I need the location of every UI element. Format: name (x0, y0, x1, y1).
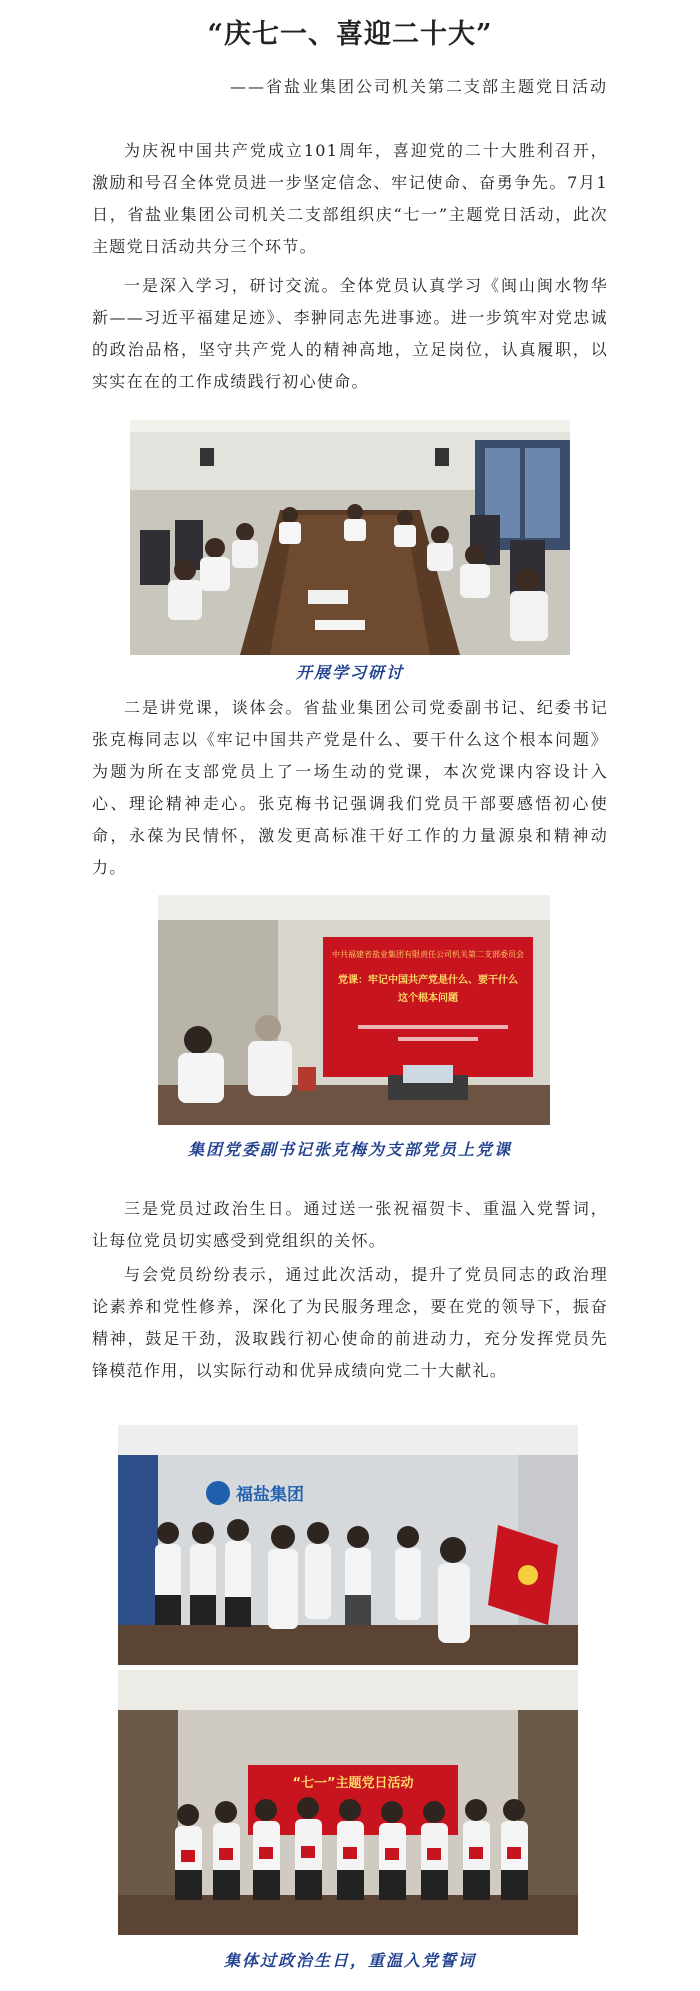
paragraph-intro: 为庆祝中国共产党成立101周年，喜迎党的二十大胜利召开，激励和号召全体党员进一步坚定信念、牢记使命、奋勇争先。7月1日，省盐业集团公司机关二支部组织庆“七一”主题党日活动，此次主题党日活动共分三个环节。 (92, 141, 608, 256)
caption-group-birthday: 集体过政治生日，重温入党誓词 (223, 1951, 476, 1970)
paragraph-birthday: 三是党员过政治生日。通过送一张祝福贺卡、重温入党誓词，让每位党员切实感受到党组织的关怀。 (92, 1199, 608, 1250)
paragraph-study: 一是深入学习，研讨交流。全体党员认真学习《闽山闽水物华新——习近平福建足迹》、李翀同志先进事迹。进一步筑牢对党忠诚的政治品格，坚守共产党人的精神高地，立足岗位，认真履职，以实实在在的工作成绩践行初心使命。 (92, 276, 608, 391)
group-banner-text: “七一”主题党日活动 (292, 1776, 414, 1791)
lecture-banner-line2: 党课：牢记中国共产党是什么、要干什么 (338, 975, 518, 986)
page-subtitle: ——省盐业集团公司机关第二支部主题党日活动 (229, 77, 608, 96)
oath-logo-text: 福盐集团 (236, 1485, 304, 1505)
photo-study-meeting (130, 420, 570, 655)
photo-party-lecture (158, 895, 550, 1125)
lecture-banner-line3: 这个根本问题 (398, 993, 458, 1004)
paragraph-lecture: 二是讲党课，谈体会。省盐业集团公司党委副书记、纪委书记张克梅同志以《牢记中国共产党是什么、要干什么这个根本问题》为题为所在支部党员上了一场生动的党课，本次党课内容设计入心、理论精神走心。张克梅书记强调我们党员干部要感悟初心使命，永葆为民情怀，激发更高标准干好工作的力量源泉和精神动力。 (92, 698, 608, 877)
photo-oath (118, 1425, 578, 1665)
photo-group (118, 1670, 578, 1935)
caption-party-lecture: 集团党委副书记张克梅为支部党员上党课 (187, 1140, 512, 1159)
page-title: “庆七一、喜迎二十大” (207, 19, 493, 50)
caption-study-meeting: 开展学习研讨 (295, 663, 404, 682)
lecture-banner-line1: 中共福建省盐业集团有限责任公司机关第二支部委员会 (332, 950, 524, 959)
paragraph-reflection: 与会党员纷纷表示，通过此次活动，提升了党员同志的政治理论素养和党性修养，深化了为民服务理念，要在党的领导下，振奋精神，鼓足干劲，汲取践行初心使命的前进动力，充分发挥党员先锋模范作用，以实际行动和优异成绩向党二十大献礼。 (92, 1265, 608, 1380)
